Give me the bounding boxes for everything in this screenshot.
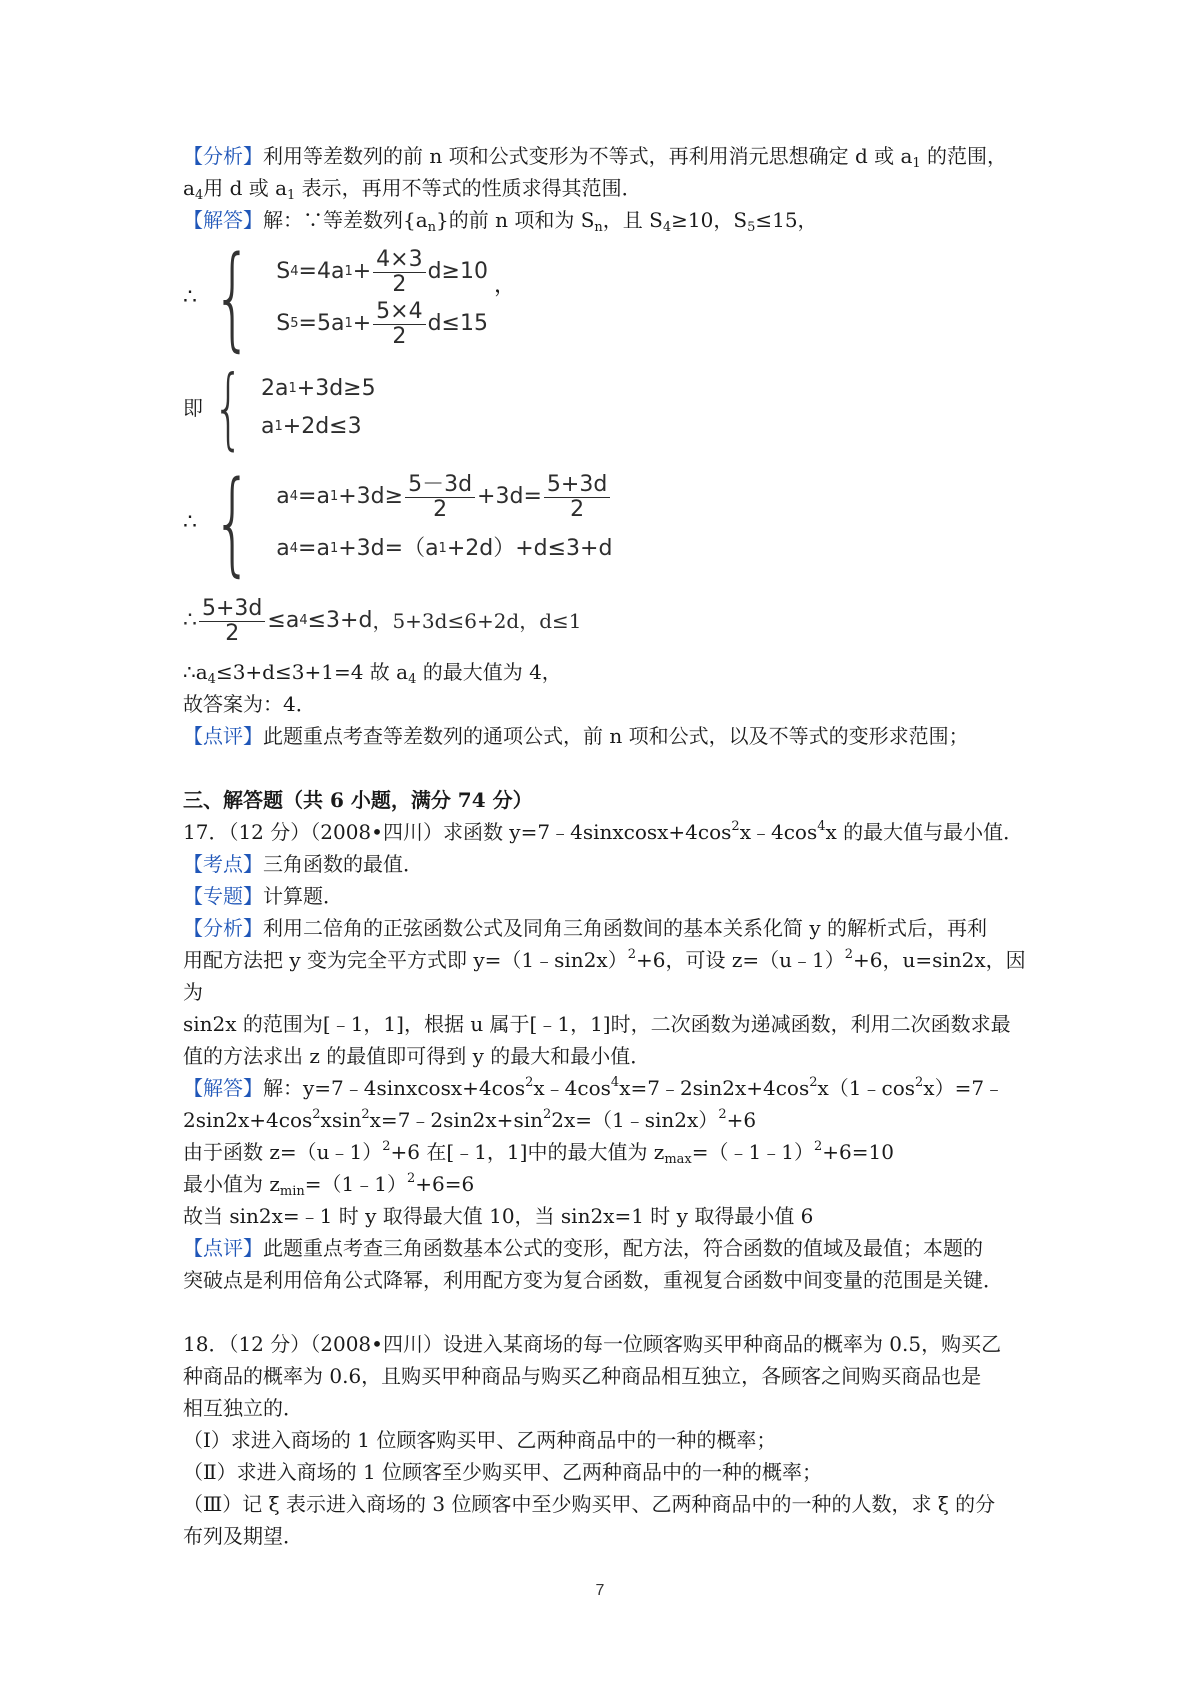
text: +6，u=sin2x，因为	[183, 948, 1026, 1004]
text: =a	[298, 484, 330, 509]
comment-line	[183, 720, 1043, 752]
text: ≥10，S	[671, 208, 748, 232]
denominator: 2	[570, 496, 585, 522]
text: 此题重点考查三角函数基本公式的变形，配方法，符合函数的值域及最值；本题的	[263, 1236, 983, 1260]
text: +3d=（a	[338, 536, 439, 561]
superscript: 2	[543, 1107, 552, 1122]
text: 用配方法把 y 变为完全平方式即 y=（1﹣sin2x）	[183, 948, 628, 972]
text: x）=7﹣	[923, 1076, 1005, 1100]
equation-row: S 4 =4a 1 + $\frac{4\times 3}{2}$ d≥10	[276, 246, 488, 297]
namely-label: 即	[183, 396, 203, 420]
analysis-line-1	[183, 140, 1043, 172]
text: x=7﹣2sin2x+sin	[369, 1108, 543, 1132]
text: +6	[726, 1108, 757, 1132]
system-rows	[276, 471, 612, 575]
solution-line	[183, 1104, 1043, 1136]
topic-line	[183, 880, 1043, 912]
subscript: 1	[912, 156, 921, 171]
fraction	[373, 300, 425, 349]
superscript: 2	[312, 1107, 321, 1122]
subscript: 4	[662, 220, 672, 235]
numerator: 4×3	[373, 248, 425, 273]
therefore-symbol: ∴	[183, 285, 197, 310]
inequality-system-3	[183, 458, 1043, 588]
superscript: 2	[731, 819, 740, 834]
therefore-symbol: ∴	[183, 608, 197, 633]
superscript: 2	[813, 1139, 823, 1154]
text: ≤3+d≤3+1=4 故 a	[215, 660, 409, 684]
answer-line: 故答案为：4．	[183, 692, 316, 716]
text: 2a	[261, 376, 289, 401]
therefore-symbol: ∴	[183, 510, 197, 535]
solution-line	[183, 1136, 1043, 1168]
text: a	[276, 484, 290, 509]
superscript: 2	[406, 1171, 416, 1186]
denominator: 2	[225, 620, 240, 646]
denominator: 2	[392, 323, 407, 349]
superscript: 2	[361, 1107, 370, 1122]
comment-tag: 【点评】	[183, 724, 263, 748]
text: +6 在[﹣1，1]中的最大值为 z	[390, 1140, 665, 1164]
equation-row: a 4 =a 1 +3d≥ $\frac{5-3d}{2}$ +3d= $\frac{5+3d}{2}$	[276, 471, 612, 523]
numerator: 5×4	[373, 300, 425, 325]
range-line: ∴ $\frac{5+3d}{2}$ ≤a 4 ≤3+d ，5+3d≤6+2d，d≤1	[183, 595, 582, 646]
key-point-tag: 【考点】	[183, 852, 263, 876]
superscript: 4	[610, 1075, 620, 1090]
text: ，且 S	[602, 208, 663, 232]
text: +3d≥5	[296, 376, 376, 401]
max-value-line	[183, 656, 1043, 688]
text: 表示，再用不等式的性质求得其范围．	[295, 176, 642, 200]
superscript: 4	[817, 819, 826, 834]
equation-row: 2a 1 +3d≥5	[261, 370, 376, 408]
solution-line	[183, 1072, 1043, 1104]
text: =a	[298, 536, 330, 561]
section-title: 三、解答题（共 6 小题，满分 74 分）	[183, 788, 533, 812]
topic-tag: 【专题】	[183, 884, 263, 908]
text: +	[352, 259, 372, 284]
text: a	[261, 414, 275, 439]
comment-line: 突破点是利用倍角公式降幂，利用配方变为复合函数，重视复合函数中间变量的范围是关键．	[183, 1268, 1003, 1292]
text: S	[276, 259, 291, 284]
text: +6=6	[415, 1172, 475, 1196]
text: +2d）+d≤3+d	[446, 536, 613, 561]
page-content	[183, 140, 1043, 1552]
text: ≤a	[267, 608, 300, 633]
analysis-tag: 【分析】	[183, 916, 263, 940]
question-18-part-1: （Ⅰ）求进入商场的 1 位顾客购买甲、乙两种商品中的一种的概率；	[183, 1428, 777, 1452]
text: +6=10	[822, 1140, 894, 1164]
subscript: 5	[747, 220, 756, 235]
question-18-part-3-cont: 布列及期望．	[183, 1524, 303, 1548]
question-18-line: 18．（12 分）（2008•四川）设进入某商场的每一位顾客购买甲种商品的概率为 0.5，购买乙	[183, 1332, 1002, 1356]
text: x﹣4cos	[533, 1076, 611, 1100]
key-point-line	[183, 848, 1043, 880]
text: 17．（12 分）（2008•四川）求函数 y=7﹣4sinxcosx+4cos	[183, 820, 732, 844]
spacer	[183, 1296, 1043, 1328]
text: xsin	[320, 1108, 362, 1132]
text: 解：y=7﹣4sinxcosx+4cos	[263, 1076, 526, 1100]
denominator: 2	[433, 496, 448, 522]
text: 解：∵等差数列{a	[263, 208, 428, 232]
text: d≥10	[427, 259, 488, 284]
question-18-part-3: （Ⅲ）记 ξ 表示进入商场的 3 位顾客中至少购买甲、乙两种商品中的一种的人数，求 ξ 的分	[183, 1492, 996, 1516]
numerator: 5+3d	[544, 473, 610, 498]
superscript: 2	[844, 947, 854, 962]
text: 2x=（1﹣sin2x）	[551, 1108, 719, 1132]
analysis-line: sin2x 的范围为[﹣1，1]，根据 u 属于[﹣1，1]时，二次函数为递减函数，利用二次函数求最	[183, 1012, 1011, 1036]
superscript: 2	[382, 1139, 391, 1154]
text: 利用等差数列的前 n 项和公式变形为不等式，再利用消元思想确定 d 或 a	[263, 144, 913, 168]
text: +6，可设 z=（u﹣1）	[635, 948, 845, 972]
page-number: 7	[595, 1582, 605, 1599]
subscript: 4	[207, 672, 216, 687]
system-rows	[261, 370, 376, 446]
text: =5a	[298, 311, 345, 336]
text: 利用二倍角的正弦函数公式及同角三角函数间的基本关系化简 y 的解析式后，再利	[263, 916, 988, 940]
text: 的范围，	[920, 144, 1008, 168]
solution-line: 故当 sin2x=﹣1 时 y 取得最大值 10，当 sin2x=1 时 y 取得最小值 6	[183, 1204, 814, 1228]
solution-tag: 【解答】	[183, 208, 263, 232]
analysis-line	[183, 944, 1043, 1008]
subscript: max	[664, 1152, 692, 1167]
analysis-line	[183, 912, 1043, 944]
text: 最小值为 z	[183, 1172, 280, 1196]
question-17-stem	[183, 816, 1043, 848]
text: 用 d 或 a	[203, 176, 288, 200]
comment-tag: 【点评】	[183, 1236, 263, 1260]
text: 由于函数 z=（u﹣1）	[183, 1140, 383, 1164]
text: x=7﹣2sin2x+4cos	[619, 1076, 810, 1100]
left-brace: {	[213, 458, 253, 588]
subscript: n	[427, 220, 437, 235]
superscript: 2	[915, 1075, 924, 1090]
denominator: 2	[392, 271, 407, 297]
text: ，5+3d≤6+2d，d≤1	[372, 609, 582, 633]
question-18-line: 种商品的概率为 0.6，且购买甲种商品与购买乙种商品相互独立，各顾客之间购买商品也是	[183, 1364, 982, 1388]
subscript: min	[279, 1184, 305, 1199]
question-18-part-2: （Ⅱ）求进入商场的 1 位顾客至少购买甲、乙两种商品中的一种的概率；	[183, 1460, 823, 1484]
inequality-system-2	[183, 356, 1043, 459]
left-brace: {	[213, 356, 244, 459]
text: d≤15	[427, 311, 488, 336]
equation-row: a 4 =a 1 +3d=（a 1 +2d）+d≤3+d	[276, 523, 612, 575]
subscript: n	[594, 220, 603, 235]
superscript: 2	[718, 1107, 727, 1122]
text: a	[276, 536, 290, 561]
text: ∴a	[183, 660, 208, 684]
fraction	[544, 473, 610, 522]
system-rows	[276, 246, 488, 350]
text: ≤15，	[755, 208, 818, 232]
text: =（﹣1﹣1）	[691, 1140, 814, 1164]
text: +3d=	[477, 484, 542, 509]
text: +	[352, 311, 372, 336]
superscript: 2	[525, 1075, 534, 1090]
analysis-tag: 【分析】	[183, 144, 263, 168]
subscript: 4	[194, 188, 204, 203]
text: S	[276, 311, 291, 336]
solution-tag: 【解答】	[183, 1076, 263, 1100]
numerator: 5+3d	[199, 597, 265, 622]
text: 2sin2x+4cos	[183, 1108, 313, 1132]
analysis-line-2	[183, 172, 1043, 204]
fraction	[405, 473, 475, 522]
fraction	[373, 248, 425, 297]
text: 的最大值为 4，	[416, 660, 562, 684]
text: 三角函数的最值．	[263, 852, 423, 876]
subscript: 4	[408, 672, 417, 687]
left-brace: {	[213, 233, 253, 363]
fraction	[199, 597, 265, 646]
text: 计算题．	[263, 884, 343, 908]
equation-row: a 1 +2d≤3	[261, 408, 376, 446]
text: =4a	[298, 259, 345, 284]
superscript: 2	[809, 1075, 818, 1090]
text: x 的最大值与最小值．	[825, 820, 1024, 844]
equation-row: S 5 =5a 1 + $\frac{5\times 4}{2}$ d≤15	[276, 298, 488, 349]
numerator: 5－3d	[405, 473, 475, 498]
text: 此题重点考查等差数列的通项公式，前 n 项和公式，以及不等式的变形求范围；	[263, 724, 969, 748]
subscript: 1	[287, 188, 296, 203]
inequality-system-1	[183, 233, 1043, 363]
text: x（1﹣cos	[817, 1076, 916, 1100]
analysis-line: 值的方法求出 z 的最值即可得到 y 的最大和最小值．	[183, 1044, 651, 1068]
text: =（1﹣1）	[304, 1172, 407, 1196]
text: ≤3+d	[307, 608, 373, 633]
question-18-line: 相互独立的．	[183, 1396, 303, 1420]
text: a	[183, 176, 195, 200]
comma: ，	[494, 273, 517, 298]
text: +3d≥	[338, 484, 404, 509]
superscript: 2	[627, 947, 636, 962]
comment-line	[183, 1232, 1043, 1264]
text: x﹣4cos	[739, 820, 818, 844]
solution-line	[183, 1168, 1043, 1200]
text: }的前 n 项和为 S	[436, 208, 595, 232]
solution-line-1	[183, 204, 1043, 236]
text: +2d≤3	[282, 414, 362, 439]
